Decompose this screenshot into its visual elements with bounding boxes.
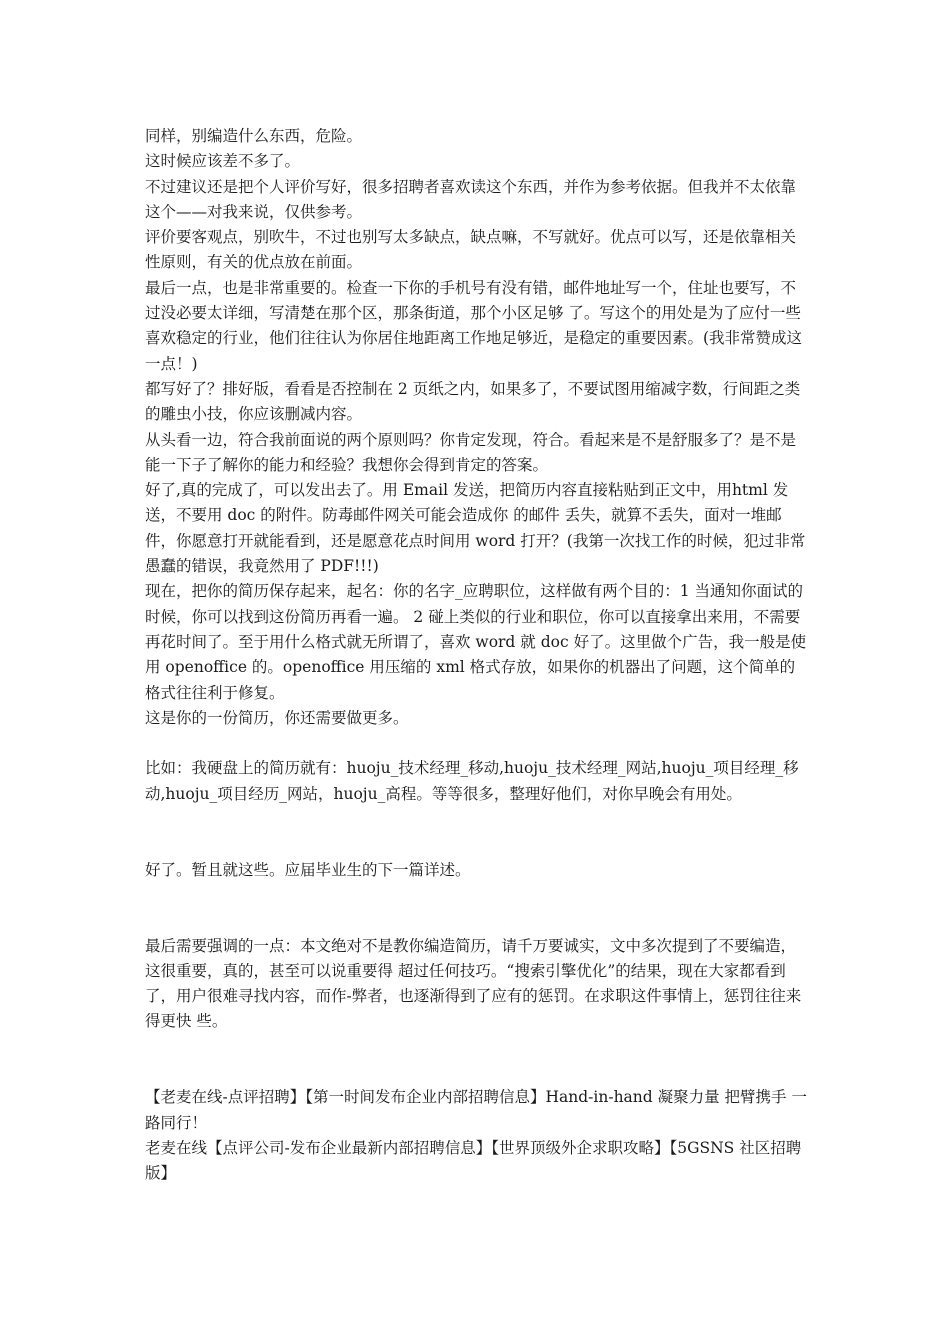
- paragraph: 评价要客观点，别吹牛，不过也别写太多缺点，缺点嘛，不写就好。优点可以写，还是依靠相关性原则，有关的优点放在前面。: [145, 228, 797, 272]
- paragraph: 这是你的一份简历，你还需要做更多。: [145, 708, 409, 727]
- blank-line: [145, 731, 810, 756]
- blank-line: [145, 807, 810, 858]
- closing-paragraph: 好了。暂且就这些。应届毕业生的下一篇详述。: [145, 860, 471, 879]
- blank-line: [145, 883, 810, 934]
- blank-line: [145, 1035, 810, 1086]
- emphasis-paragraph: 最后需要强调的一点：本文绝对不是教你编造简历，请千万要诚实，文中多次提到了不要编造，这很重要，真的，甚至可以说重要得 超过任何技巧。“搜索引擎优化”的结果，现在大家都看到了，用户很难寻找内容，而作-弊者，也逐渐得到了应有的惩罚。在求职这件事情上，惩罚往往来得更快 些。: [145, 936, 802, 1031]
- paragraph: 这时候应该差不多了。: [145, 152, 301, 171]
- paragraph: 最后一点，也是非常重要的。检查一下你的手机号有没有错，邮件地址写一个，住址也要写，不过没必要太详细，写清楚在那个区，那条街道，那个小区足够 了。写这个的用处是为了应付一些喜欢稳定的行业，他们往往认为你居住地距离工作地足够近，是稳定的重要因素。(我非常赞成这一点！): [145, 278, 803, 373]
- example-paragraph: 比如：我硬盘上的简历就有：huoju_技术经理_移动,huoju_技术经理_网站,huoju_项目经理_移动,huoju_项目经历_网站，huoju_高程。等等很多，整理好他们，对你早晚会有用处。: [145, 759, 799, 803]
- paragraph: 不过建议还是把个人评价写好，很多招聘者喜欢读这个东西，并作为参考依据。但我并不太依靠这个——对我来说，仅供参考。: [145, 177, 797, 221]
- paragraph: 从头看一边，符合我前面说的两个原则吗？你肯定发现，符合。看起来是不是舒服多了？是不是能一下子了解你的能力和经验？我想你会得到肯定的答案。: [145, 430, 797, 474]
- paragraph: 好了,真的完成了，可以发出去了。用 Email 发送，把简历内容直接粘贴到正文中，用html 发送，不要用 doc 的附件。防毒邮件网关可能会造成你 的邮件 丢失，就算不丢失，面对一堆邮件，你愿意打开就能看到，还是愿意花点时间用 word 打开？(我第一次找工作的时候，犯过非常愚蠢的错误，我竟然用了 PDF!!!): [145, 481, 806, 576]
- paragraph: 同样，别编造什么东西，危险。: [145, 127, 363, 145]
- footer-line: 【老麦在线-点评招聘】【第一时间发布企业内部招聘信息】Hand-in-hand 凝聚力量 把臂携手 一路同行！: [145, 1088, 807, 1132]
- footer-line: 老麦在线【点评公司-发布企业最新内部招聘信息】【世界顶级外企求职攻略】【5GSNS 社区招聘版】: [145, 1138, 802, 1183]
- document-page: [145, 124, 810, 1186]
- paragraph: 现在，把你的简历保存起来，起名：你的名字_应聘职位，这样做有两个目的：1 当通知你面试的时候，你可以找到这份简历再看一遍。 2 碰上类似的行业和职位，你可以直接拿出来用，不需要再花时间了。至于用什么格式就无所谓了，喜欢 word 就 doc 好了。这里做个广告，我一般是使用 openoffice 的。openoffice 用压缩的 xml 格式存放，如果你的机器出了问题，这个简单的格式往往利于修复。: [145, 582, 807, 702]
- paragraph: 都写好了？排好版，看看是否控制在 2 页纸之内，如果多了，不要试图用缩减字数，行间距之类的雕虫小技，你应该删减内容。: [145, 379, 801, 424]
